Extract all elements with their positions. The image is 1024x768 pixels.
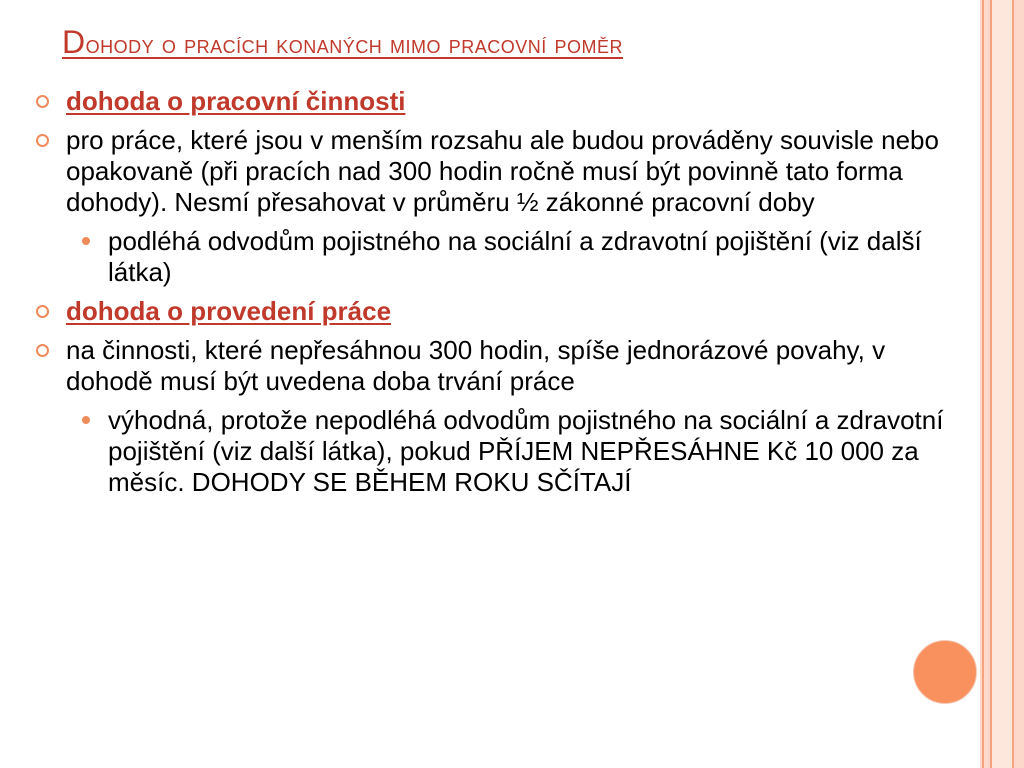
decorative-stripe-line: [990, 0, 992, 768]
ring-bullet-icon: [36, 134, 49, 147]
decorative-stripe-line: [1012, 0, 1014, 768]
list-item-heading: dohoda o provedení práce: [36, 296, 956, 327]
decorative-circle: [913, 640, 977, 704]
ring-bullet-icon: [36, 305, 49, 318]
list-item: na činnosti, které nepřesáhnou 300 hodin, spíše jednorázové povahy, v dohodě musí být uvedena doba trvání práce: [36, 335, 956, 397]
ring-bullet-icon: [36, 95, 49, 108]
sub-list-item: výhodná, protože nepodléhá odvodům pojistného na sociální a zdravotní pojištění (viz další látka), pokud PŘÍJEM NEPŘESÁHNE Kč 10 000 za měsíc. DOHODY SE BĚHEM ROKU SČÍTAJÍ: [36, 405, 956, 498]
list-item-heading: dohoda o pracovní činnosti: [36, 86, 956, 117]
slide-title: Dohody o pracích konaných mimo pracovní poměr: [62, 24, 623, 60]
dot-bullet-icon: [82, 416, 90, 424]
bullet-list: [36, 86, 956, 506]
decorative-stripe-line: [982, 0, 984, 768]
decorative-stripe-fill: [992, 0, 1012, 768]
sub-list-item: podléhá odvodům pojistného na sociální a zdravotní pojištění (viz další látka): [36, 226, 956, 288]
dot-bullet-icon: [82, 237, 90, 245]
ring-bullet-icon: [36, 344, 49, 357]
list-item: pro práce, které jsou v menším rozsahu ale budou prováděny souvisle nebo opakovaně (při pracích nad 300 hodin ročně musí být povinně tato forma dohody). Nesmí přesahovat v průměru ½ zákonné pracovní doby: [36, 125, 956, 218]
